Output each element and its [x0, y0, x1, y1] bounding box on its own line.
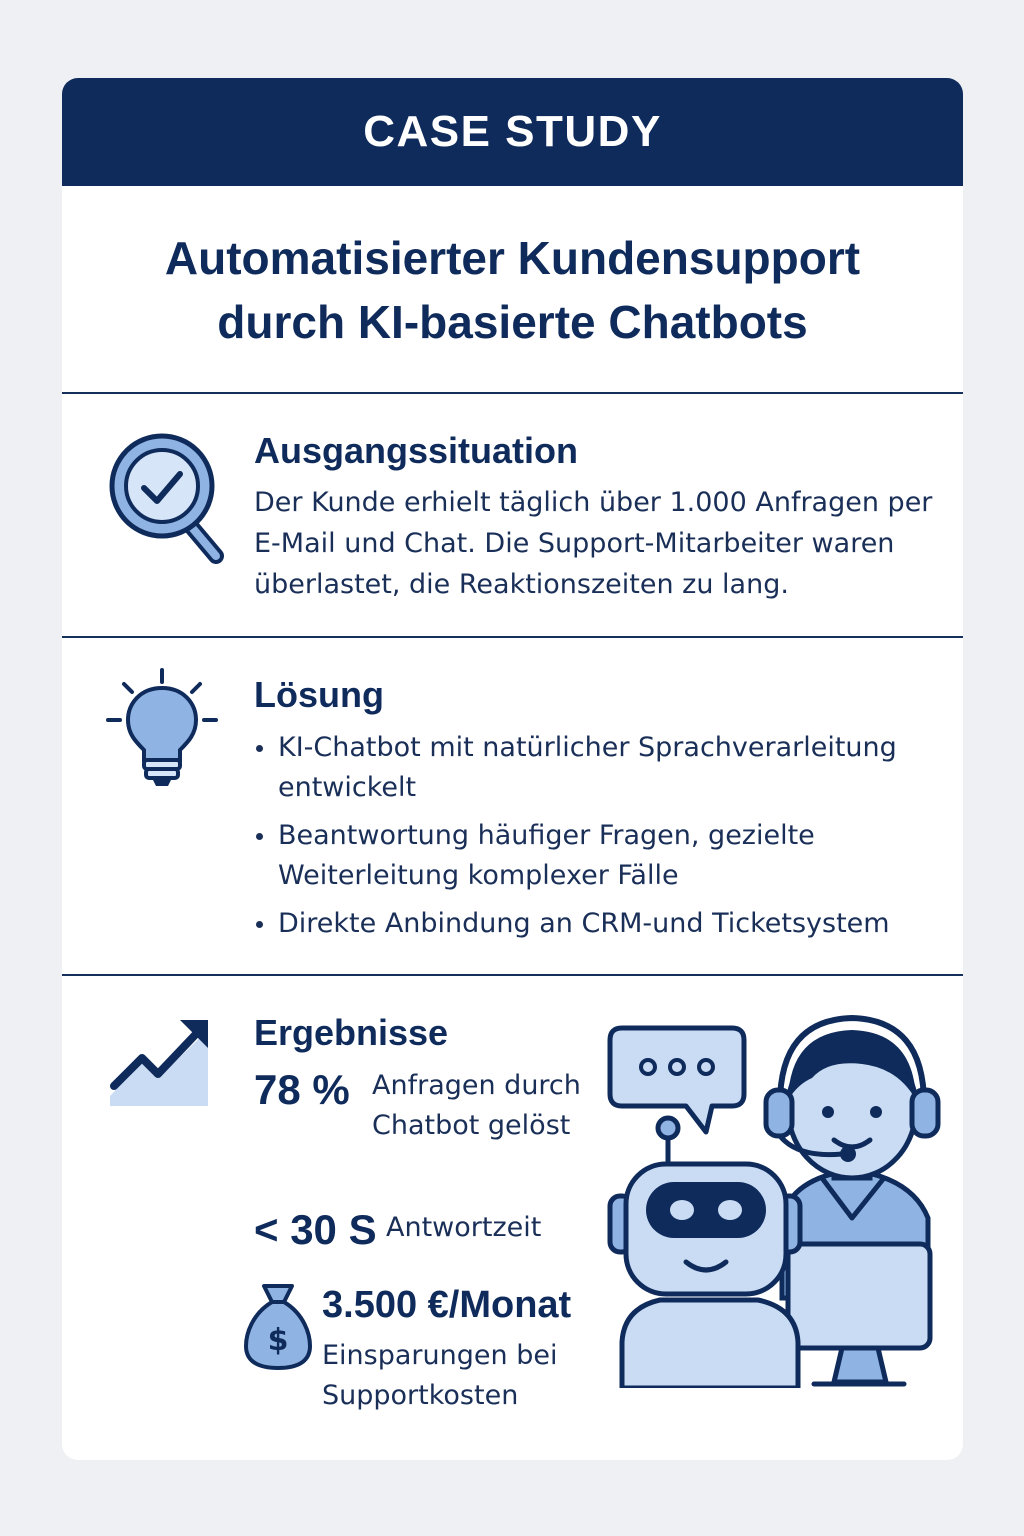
metric-response-label: Antwortzeit — [386, 1212, 542, 1243]
list-item: KI-Chatbot mit natürlicher Sprachverarleitung entwickelt — [254, 728, 944, 808]
metric-response-value: < 30 S — [254, 1206, 377, 1253]
lightbulb-icon — [106, 668, 218, 792]
solution-heading: Lösung — [254, 674, 384, 715]
situation-text: Der Kunde erhielt täglich über 1.000 Anfragen per E-Mail und Chat. Die Support-Mitarbeiter waren überlastet, die Reaktionszeiten zu lang. — [254, 487, 933, 600]
divider — [62, 636, 963, 638]
metric-78-value: 78 % — [254, 1066, 350, 1113]
list-item: Beantwortung häufiger Fragen, gezielte Weiterleitung komplexer Fälle — [254, 816, 944, 896]
results-heading: Ergebnisse — [254, 1012, 449, 1053]
banner-label: CASE STUDY — [363, 107, 662, 156]
case-study-card — [62, 78, 963, 1460]
case-study-banner — [62, 78, 963, 186]
situation-heading: Ausgangssituation — [254, 430, 579, 471]
metric-savings-label: Einsparungen bei Supportkosten — [322, 1340, 558, 1411]
magnifier-check-icon — [106, 430, 236, 570]
metric-78-label: Anfragen durch Chatbot gelöst — [372, 1070, 581, 1141]
divider — [62, 974, 963, 976]
title-line-1: Automatisierter Kundensupport — [164, 232, 861, 284]
trend-up-icon — [108, 1016, 212, 1112]
svg-text:$: $ — [267, 1323, 289, 1358]
list-item: Direkte Anbindung an CRM-und Ticketsystem — [254, 904, 944, 944]
metric-savings-value: 3.500 €/Monat — [322, 1284, 572, 1326]
solution-list — [254, 728, 944, 952]
title-line-2: durch KI-basierte Chatbots — [217, 296, 808, 348]
robot-and-support-agent-illustration — [602, 1008, 942, 1388]
page-title — [62, 226, 963, 354]
money-bag-icon — [242, 1280, 314, 1372]
divider — [62, 392, 963, 394]
